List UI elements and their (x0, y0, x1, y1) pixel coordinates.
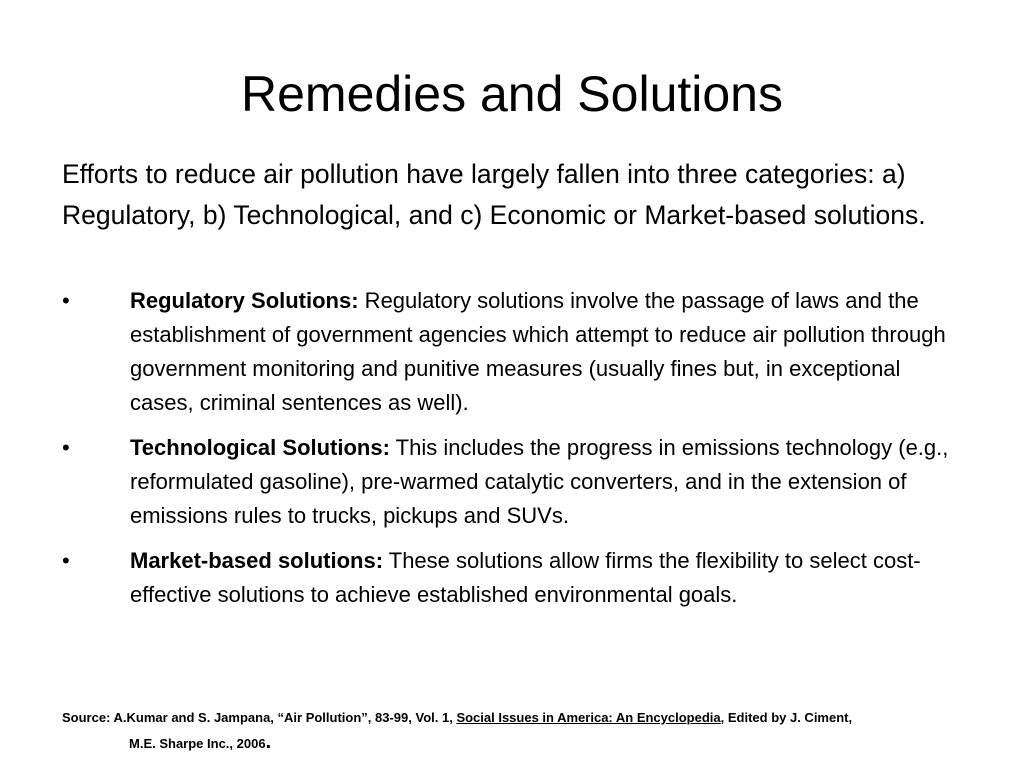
bullet-label: Technological Solutions: (130, 435, 390, 460)
list-item (62, 431, 962, 533)
bullet-text: This includes the progress in emissions technology (e.g., reformulated gasoline), pre-warmed catalytic converters, and in the extension of emissions rules to trucks, pickups and SUVs. (130, 435, 949, 528)
source-suffix: , Edited by J. Ciment, (720, 710, 853, 725)
bullet-text: Regulatory solutions involve the passage of laws and the establishment of government agencies which attempt to reduce air pollution through government monitoring and punitive measures (usually fines but, in exceptional cases, criminal sentences as well). (130, 288, 946, 415)
source-publisher: M.E. Sharpe Inc., 2006 (129, 736, 266, 751)
bullet-label: Regulatory Solutions: (130, 288, 359, 313)
end-mark: . (265, 731, 272, 753)
bullet-icon: • (62, 435, 70, 460)
source-citation (62, 706, 962, 756)
list-item (62, 544, 962, 612)
bullet-text: These solutions allow firms the flexibility to select cost-effective solutions to achieve established environmental goals. (130, 548, 921, 607)
bullet-label: Market-based solutions: (130, 548, 384, 573)
source-line-2 (62, 730, 962, 756)
intro-paragraph: Efforts to reduce air pollution have largely fallen into three categories: a) Regulatory, b) Technological, and c) Economic or Market-based solutions. (62, 159, 926, 230)
source-book-title: Social Issues in America: An Encyclopedia (456, 710, 721, 725)
bullet-icon: • (62, 288, 70, 313)
slide-title: Remedies and Solutions (241, 66, 783, 122)
solutions-list (62, 284, 962, 623)
bullet-icon: • (62, 548, 70, 573)
list-item (62, 284, 962, 420)
source-prefix: Source: A.Kumar and S. Jampana, “Air Pollution”, 83-99, Vol. 1, (62, 710, 457, 725)
